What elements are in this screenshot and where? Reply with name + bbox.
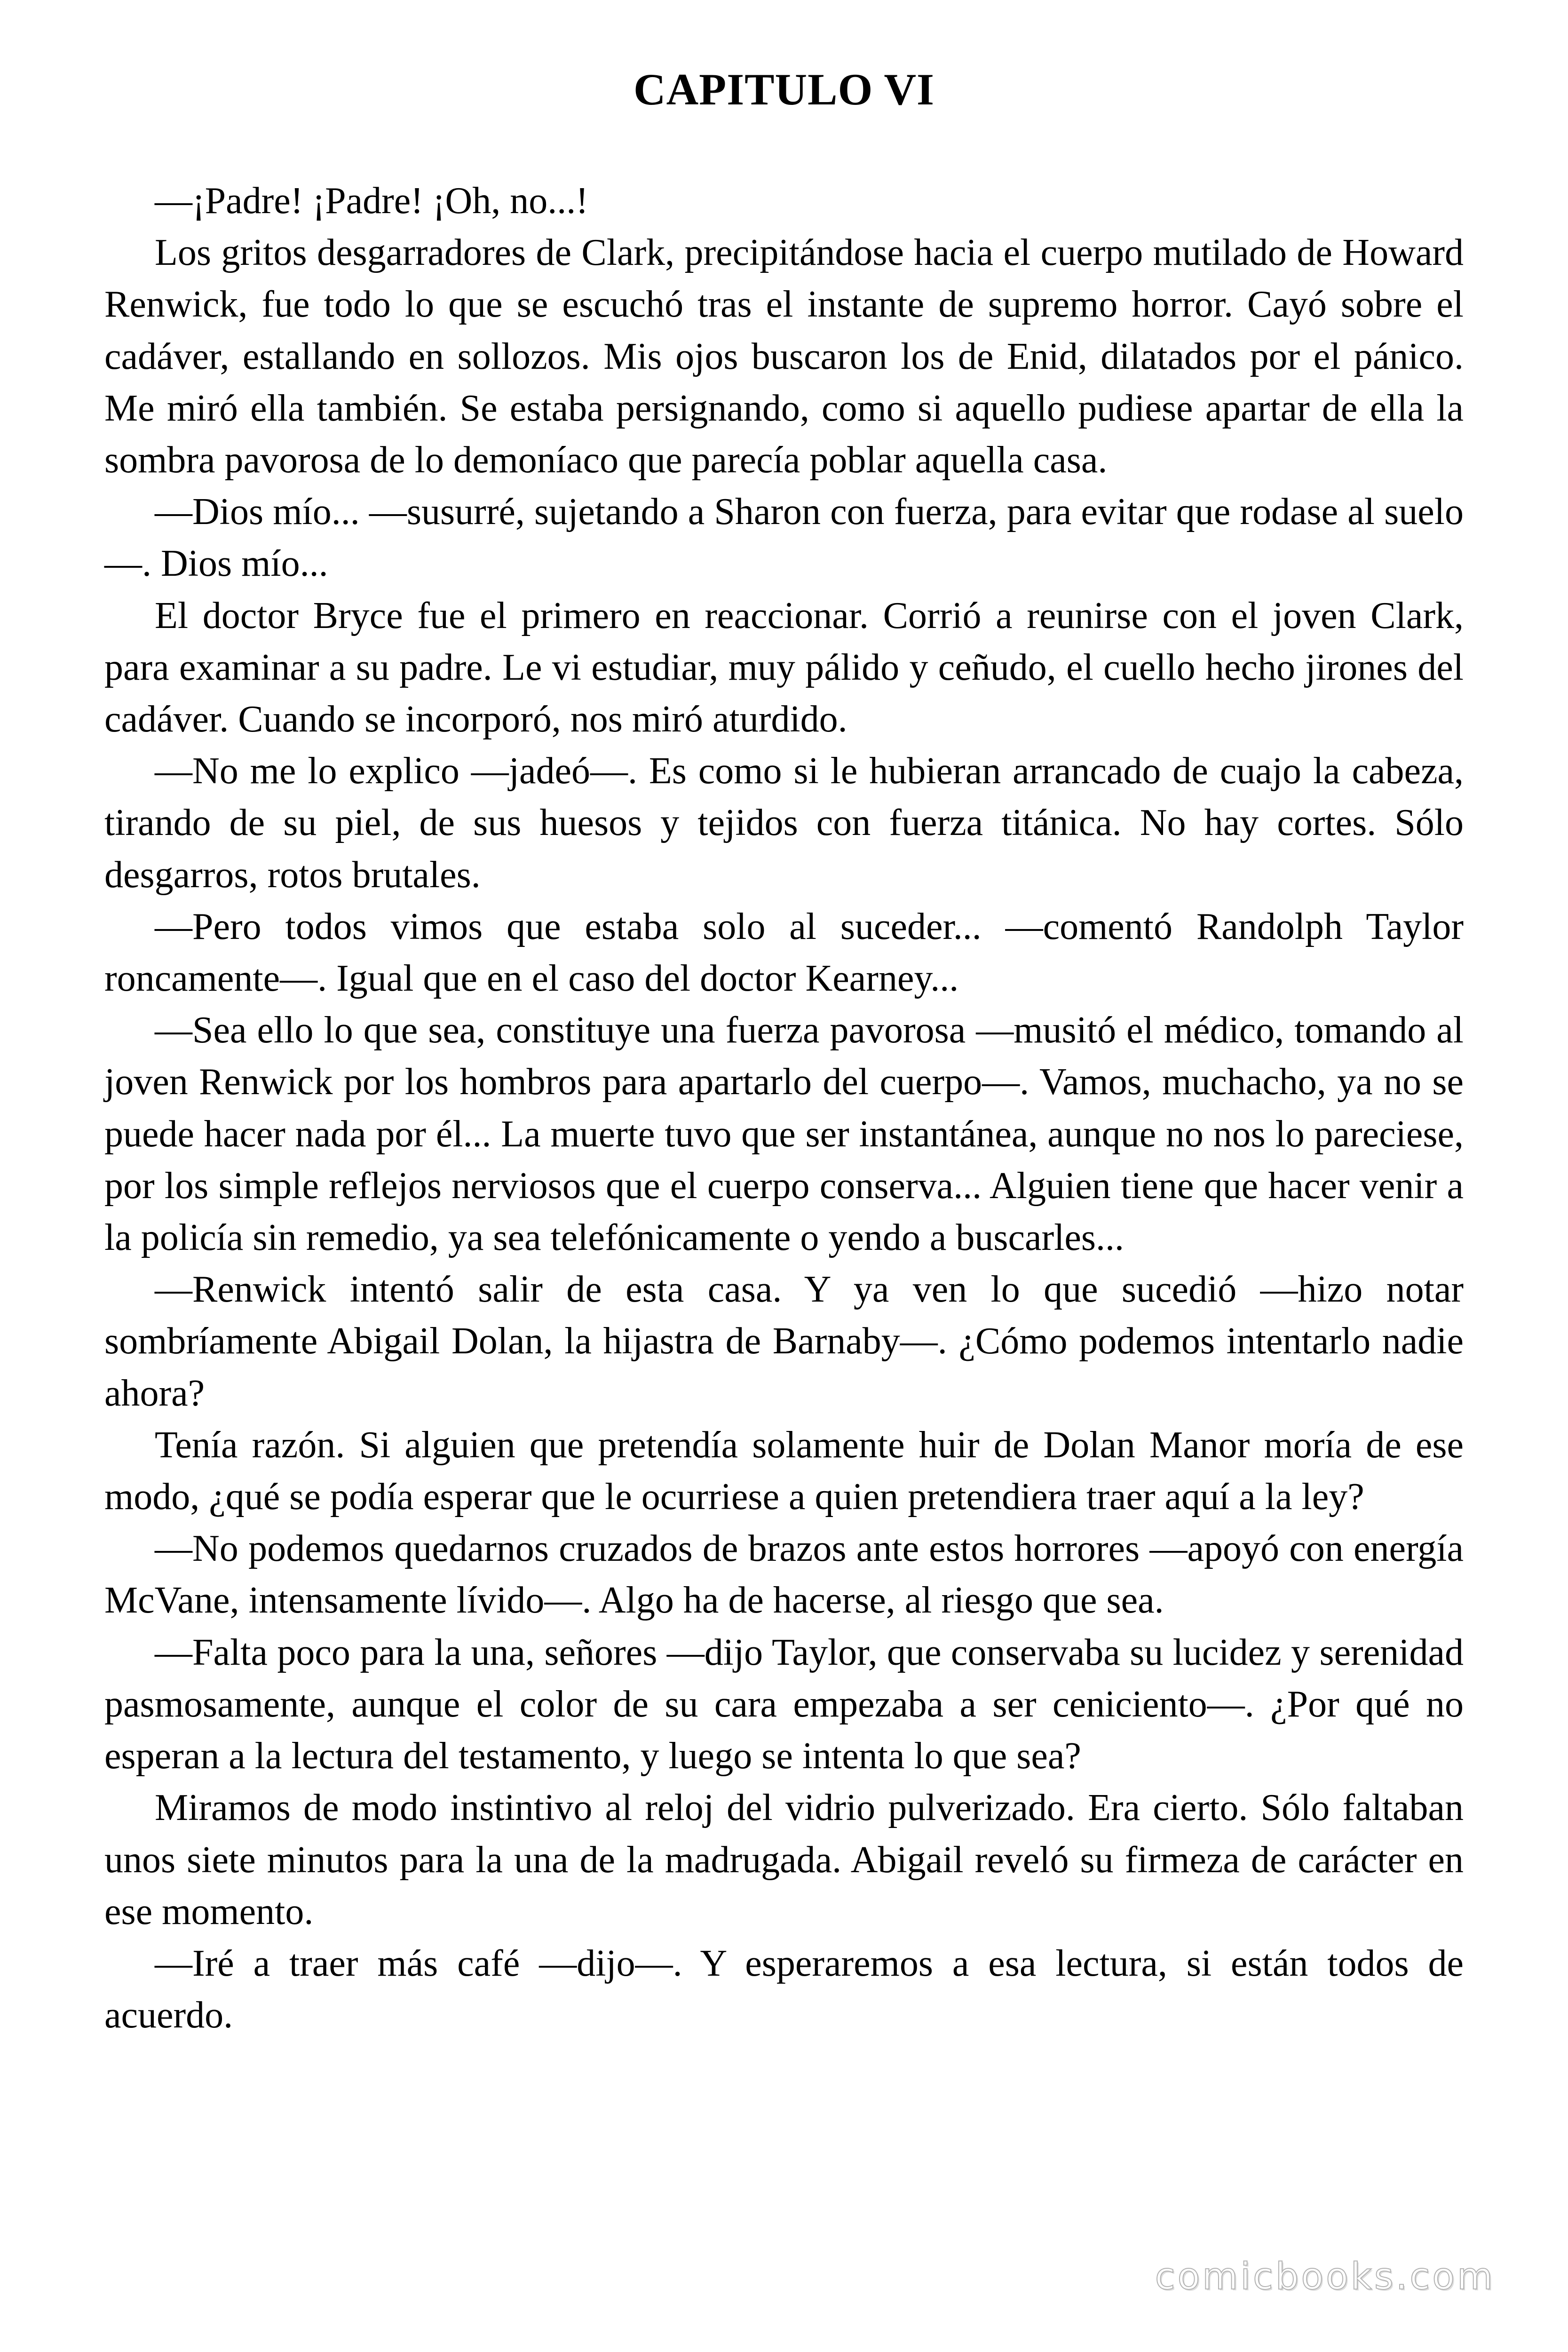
chapter-body [104,175,1464,2041]
paragraph: —No podemos quedarnos cruzados de brazos ante estos horrores —apoyó con energía McVane, intensamente lívido—. Algo ha de hacerse, al riesgo que sea. [104,1528,1464,1621]
paragraph: —Pero todos vimos que estaba solo al suceder... —comentó Randolph Taylor roncamente—. Igual que en el caso del doctor Kearney... [104,906,1464,1000]
paragraph: Miramos de modo instintivo al reloj del vidrio pulverizado. Era cierto. Sólo faltaban unos siete minutos para la una de la madrugada. Abigail reveló su firmeza de carácter en ese momento. [104,1787,1464,1932]
paragraph: —Renwick intentó salir de esta casa. Y ya ven lo que sucedió —hizo notar sombríamente Abigail Dolan, la hijastra de Barnaby—. ¿Cómo podemos intentarlo nadie ahora? [104,1269,1464,1414]
paragraph: —Falta poco para la una, señores —dijo Taylor, que conservaba su lucidez y serenidad pasmosamente, aunque el color de su cara empezaba a ser ceniciento—. ¿Por qué no esperan a la lectura del testamento, y luego se intenta lo que sea? [104,1631,1464,1777]
paragraph: —Iré a traer más café —dijo—. Y esperaremos a esa lectura, si están todos de acuerdo. [104,1942,1464,2036]
chapter-title: CAPITULO VI [633,64,935,114]
paragraph: —¡Padre! ¡Padre! ¡Oh, no...! [155,180,588,222]
watermark: comicbooks.com [1155,2256,1495,2298]
paragraph: Los gritos desgarradores de Clark, precipitándose hacia el cuerpo mutilado de Howard Renwick, fue todo lo que se escuchó tras el instante de supremo horror. Cayó sobre el cadáver, estallando en sollozos. Mis ojos buscaron los de Enid, dilatados por el pánico. Me miró ella también. Se estaba persignando, como si aquello pudiese apartar de ella la sombra pavorosa de lo demoníaco que parecía poblar aquella casa. [104,232,1464,481]
paragraph: Tenía razón. Si alguien que pretendía solamente huir de Dolan Manor moría de ese modo, ¿qué se podía esperar que le ocurriese a quien pretendiera traer aquí a la ley? [104,1424,1464,1518]
paragraph: —Sea ello lo que sea, constituye una fuerza pavorosa —musitó el médico, tomando al joven Renwick por los hombros para apartarlo del cuerpo—. Vamos, muchacho, ya no se puede hacer nada por él... La muerte tuvo que ser instantánea, aunque no nos lo pareciese, por los simple reflejos nerviosos que el cuerpo conserva... Alguien tiene que hacer venir a la policía sin remedio, ya sea telefónicamente o yendo a buscarles... [104,1009,1464,1259]
book-page [104,0,1464,2352]
paragraph: —No me lo explico —jadeó—. Es como si le hubieran arrancado de cuajo la cabeza, tirando de su piel, de sus huesos y tejidos con fuerza titánica. No hay cortes. Sólo desgarros, rotos brutales. [104,750,1464,896]
paragraph: El doctor Bryce fue el primero en reaccionar. Corrió a reunirse con el joven Clark, para examinar a su padre. Le vi estudiar, muy pálido y ceñudo, el cuello hecho jirones del cadáver. Cuando se incorporó, nos miró aturdido. [104,595,1464,740]
paragraph: —Dios mío... —susurré, sujetando a Sharon con fuerza, para evitar que rodase al suelo—. Dios mío... [104,491,1464,585]
